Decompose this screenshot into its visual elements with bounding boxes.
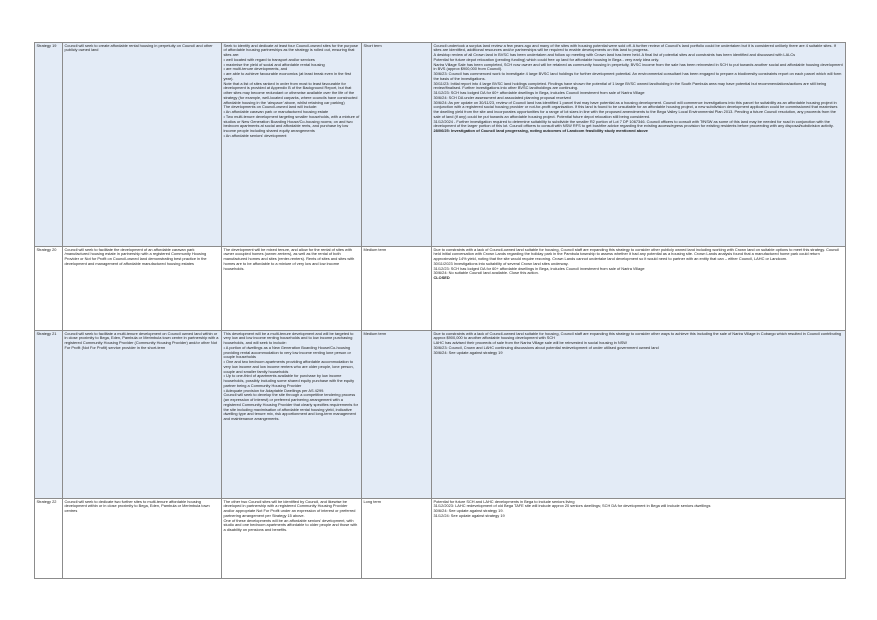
- strategy-objective: Council will seek to create affordable rental housing in perpetuity on Council and other publicly owned land: [63, 43, 222, 247]
- progress-line: Due to constraints with a lack of Council-owned land suitable for housing, Council staff are expanding this strategy to consider other publicly owned land including working with Crown land on suitable options to meet this strategy. Council held initial conversation with Crown Lands regarding the holiday park in the Pambula township to assess whether it had any potential as a housing site. Crown Lands analysis found that a manufactured home park could return approximately 14% yield, noting that the site would require rezoning. Crown Lands cannot undertake land development so it would need to partner with an entity that can – either Council, LAHC or Landcom.: [433, 246, 840, 261]
- table-row-strategy-21: [35, 331, 846, 499]
- progress-line-bold: CLOSED: [433, 275, 450, 280]
- progress-line: 30/6/23: Council, Crown and LAHC continuing discussions about potential redevelopment of under utilised government owned land: [433, 344, 659, 350]
- action-line: • are multi-tenure developments, and: [223, 66, 288, 72]
- strategy-objective: Council will seek to dedicate two further sites to multi-tenure affordable housing development within or in close proximity to Bega, Eden, Pambula or Merimbula town centres: [63, 499, 222, 579]
- progress-line: 30/6/24: SCH DA under assessment and associated planning proposal received: [433, 94, 571, 100]
- strategy-progress: [432, 331, 846, 499]
- strategy-timeframe: Short term: [362, 43, 432, 247]
- action-line: Council will seek to develop the site through a competitive tendering process (an expression of interest) or preferred partnering arrangement with a registered Community Housing Provider that clearly specifies requirements for the site including maximisation of affordable rental housing yield, indicative dwelling type and tenure mix, risk apportionment and long-term management and maintenance arrangements.: [223, 392, 358, 421]
- action-line: • Two multi-tenure development targeting smaller households, with a mixture of studios or New Generation Boarding House/Co-housing rooms; on and two bedroom apartments at social and affordable rents, and purchase by low income people including shared equity arrangements: [223, 113, 360, 133]
- strategy-id: Strategy 22: [35, 499, 63, 579]
- progress-line: 30/6/24: As per update on 30/11/23, review of Council land has identified 1 parcel that may have potential as a housing development. Council will commence investigations into this parcel for suitability as an affordable housing project in conjunction with a registered social housing provider or not-for-profit organisation. If this land is found to be unsuitable for an affordable housing project, a new subdivision development application could be commissioned that maximises the dwelling yield from the site and incorporates opportunities for a range of lot sizes in line with the proposed amendments to the Bega Valley Local Environmental Plan 2013. Pending a future Council resolution, any proceeds from the sale of land (if any) could be put towards an affordable housing project. Potential future depot relocation still being considered.: [433, 99, 838, 119]
- table-row-strategy-22: [35, 499, 846, 579]
- action-line: The other two Council sites will be identified by Council, and likewise be developed in partnership with a registered Community Housing Provider and/or appropriate Not For Profit under an expression of interest or preferred partnering arrangement per Strategy 15 above.: [223, 498, 356, 518]
- strategy-id: Strategy 21: [35, 331, 63, 499]
- progress-line: 30/11/2023 Investigations into suitability of several Crown land sites underway.: [433, 260, 569, 266]
- progress-line: LAHC has advised their proceeds of sale from the Narira Village sale will be reinvested in social housing in NSW: [433, 340, 627, 345]
- strategy-progress: [432, 43, 846, 247]
- progress-line: 31/12/2023: LAHC redevelopment of old Bega TAFE site will include approx 20 seniors dwellings; SCH DA for development in Bega will include seniors dwellings: [433, 503, 711, 509]
- action-line: • are able to achieve favourable economics (at least break even in the first year).: [223, 71, 351, 81]
- progress-line: 30/6/24: See update against strategy 19.: [433, 508, 504, 513]
- progress-line: 31/12/2024 - Further investigation required to determine suitability to subdivide the smaller R2 portion of Lot 7 DP 1067346. Council officers to consult with TfNSW as some of this land may be needed for road in conjunction with the development of the larger portion of this lot. Council officers to consult with NSW RFS to get bushfire advice regarding the existing access/egress provision for existing residents before proceeding with any disposal/subdivision activity.: [433, 118, 834, 129]
- strategy-actions: [222, 331, 362, 499]
- progress-line: 31/12/23: SCH has lodged DA for 60+ affordable dwellings in Bega, includes Council investment from sale of Narira Village: [433, 90, 645, 95]
- progress-line: Potential for future SCH and LAHC developments in Bega to include seniors living: [433, 498, 575, 504]
- progress-line: Due to constraints with a lack of Council-owned land suitable for housing, Council staff are expanding this strategy to consider other ways to achieve this including the sale of Narira Village in Cobargo which resulted in Council contributing approx $900,000 to another affordable housing development with SCH: [433, 330, 842, 341]
- progress-line: 30/11/23: Initial report into 4 large BVSC land holdings completed. Findings have shown the potential of 1 large BVSC owned landholding in the South Pambula area may have potential but recommendations/actions are still being review/finalised. Further investigations into other BVSC landholdings are continuing.: [433, 80, 827, 91]
- action-line: This development will be a multi-tenure development and will be targeted to very low and low income renting households and to low income purchasing households, and will seek to include:: [223, 330, 354, 345]
- action-line: One of these developments will be an affordable seniors’ development, with studio and one bedroom apartments affordable to older people and those with a disability on pensions and benefits.: [223, 517, 358, 532]
- action-line: Seek to identify and dedicate at least four Council-owned sites for the purpose of affordable housing partnerships as the strategy is rolled out, ensuring that sites are:: [223, 42, 359, 57]
- strategy-id: Strategy 19: [35, 43, 63, 247]
- strategy-progress: [432, 247, 846, 331]
- strategy-timeframe: Medium term: [362, 331, 432, 499]
- progress-line: Council undertook a surplus land review a few years ago and many of the sites with housing potential were sold off. A further review of Council's land portfolio could be undertaken but it is considered unlikely there are 4 suitable sites. If sites are identified, additional resources and/or partnerships will be required to enable developments on this land to progress.: [433, 42, 836, 53]
- strategy-timeframe: Medium term: [362, 247, 432, 331]
- table-row-strategy-19: [35, 43, 846, 247]
- strategy-progress: [432, 499, 846, 579]
- action-line: • Up to one-third of apartments available for purchase by low income households, possibly including some shared equity purchase with the equity partner being a Community Housing Provider: [223, 373, 355, 388]
- progress-line: 30/6/24: No suitable Council land available. Close this action.: [433, 270, 539, 276]
- action-line: • An affordable caravan park or manufactured housing estate: [223, 109, 329, 114]
- action-line: • maximise the yield of social and affordable rental housing: [223, 61, 325, 67]
- strategy-objective: Council will seek to facilitate the development of an affordable caravan park /manufactured housing estate in partnership with a registered Community Housing Provider or Not for Profit on Council-owned land demonstrating best practice in the development and management of affordable manufactured housing estates: [63, 247, 222, 331]
- progress-line: Narira Village Sale has been completed, SCH now owner and will be retained as community housing in perpetuity, BVSC income from the sale has been reinvested in SCH to put towards another social and affordable housing development in BVS (approx $900,000 from Council).: [433, 61, 843, 72]
- progress-line: 31/12/23: SCH has lodged DA for 60+ affordable dwellings in Bega, includes Council investment from sale of Narira Village: [433, 265, 645, 271]
- action-line: • One and two bedroom apartments providing affordable accommodation to very low income and low income renters who are older people, lone person, couple and smaller family households: [223, 359, 354, 374]
- action-line: • Adequate provision for Adaptable Dwellings per AS 4299.: [223, 387, 325, 393]
- action-line: • well located with regard to transport and/or services: [223, 56, 315, 62]
- progress-line: A desktop review of all Crown land in BVSC has been undertaken and follow up meeting with Crown land has been held. A final list of potential sites and constraints has been identified and discussed with LALCs: [433, 52, 796, 57]
- strategy-timeframe: Long term: [362, 499, 432, 579]
- action-line: • An affordable seniors’ development: [223, 132, 287, 138]
- strategy-actions: [222, 499, 362, 579]
- action-line: Note that a list of sites ranked in order from most to least favourable for development is provided at Appendix B of the Background Report, but that other sites may become redundant or otherwise available over the life of the strategy (for example, well-located carparks, where councils have constructed affordable housing in the ‘airspace’ above, whilst retaining car parking): [223, 80, 358, 105]
- progress-line: Potential for future depot relocation (pending funding) which could free up land for affordable housing in Bega - very early idea only.: [433, 56, 660, 62]
- progress-line: 30/6/23: Council has commenced work to investigate 4 large BVSC land holdings for further development potential. An environmental consultant has been engaged to prepare a biodiversity constraints report on each parcel which will form the basis of the investigations.: [433, 71, 842, 81]
- action-line: The development will be mixed tenure, and allow for the rental of sites with owner occupied homes (owner-renters), as well as the rental of both manufactured homes and sites (renter-renters). Rents of sites and sites with homes are to be affordable to a mixture of very low and low income households.: [223, 246, 355, 271]
- strategy-objective: Council will seek to facilitate a multi-tenure development on Council owned land within or in close proximity to Bega, Eden, Pambula or Merimbula town centre in partnership with a registered Community Housing Provider (Community Housing Provider) and/or other Not For Profit (Not For Profit) service provider in the short-term: [63, 331, 222, 499]
- action-line: • A portion of dwellings as a New Generation Boarding House/Co-housing providing rental accommodation to very low income renting lone person or couple households: [223, 344, 351, 360]
- action-line: The developments on Council-owned land will include:: [223, 104, 318, 110]
- strategy-actions: [222, 43, 362, 247]
- progress-line-bold: 28/06/25: Investigation of Council land progressing, noting outcomes of Landcom feasibility study mentioned above: [433, 128, 648, 133]
- progress-line: 31/12/24: See update against strategy 19: [433, 512, 505, 518]
- progress-line: 30/6/24: See update against strategy 19: [433, 349, 503, 355]
- table-row-strategy-20: [35, 247, 846, 331]
- strategy-actions: [222, 247, 362, 331]
- strategy-id: Strategy 20: [35, 247, 63, 331]
- strategy-table: [34, 42, 846, 579]
